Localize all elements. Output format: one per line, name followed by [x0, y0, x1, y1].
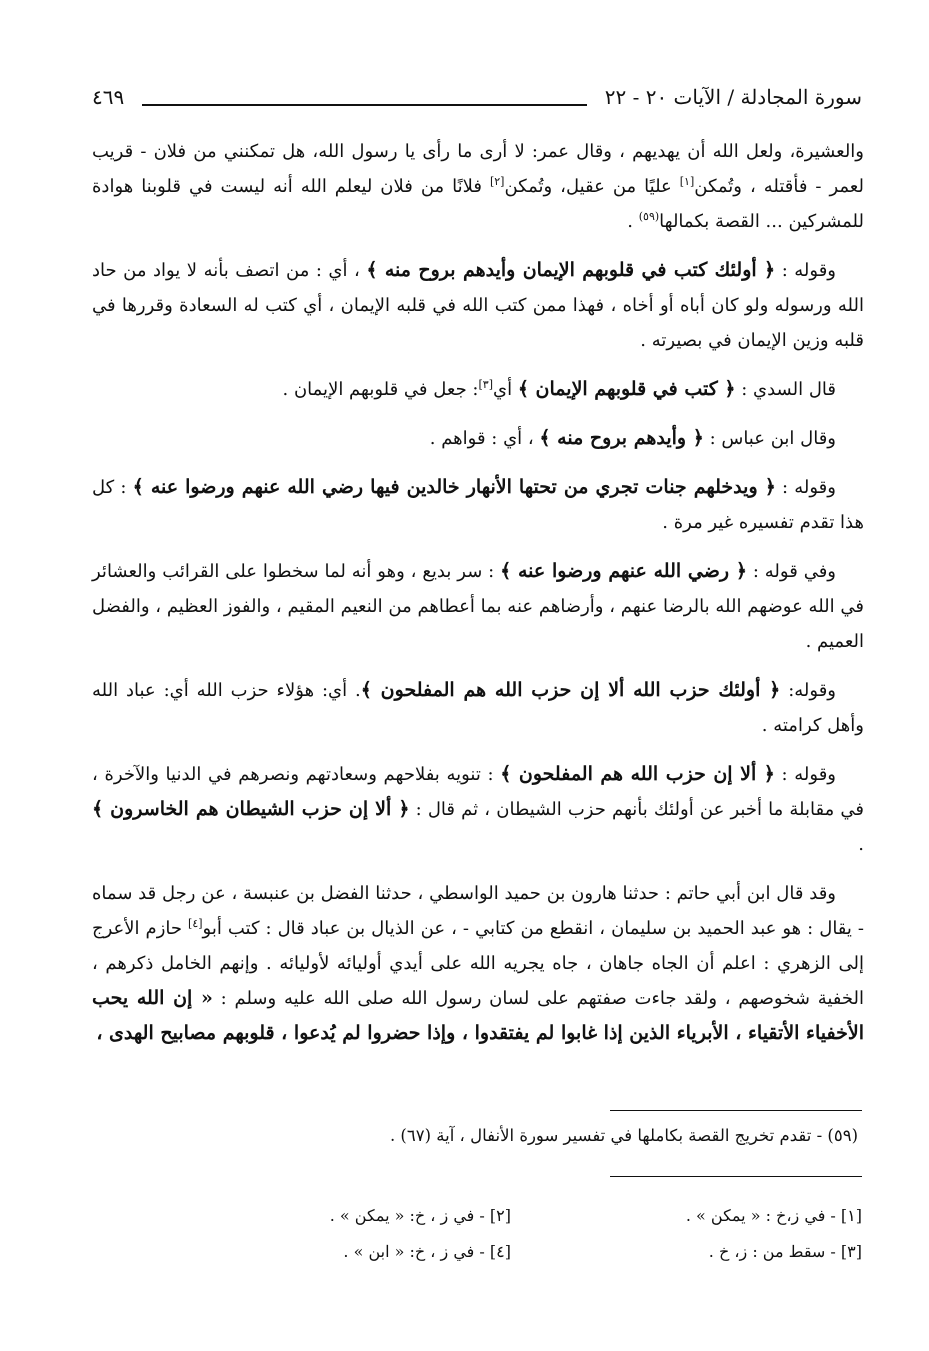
footnote-rule	[610, 1110, 862, 1111]
main-text	[92, 134, 864, 1065]
paragraph	[92, 421, 864, 456]
paragraph	[92, 253, 864, 358]
text-run: ، أي : قواهم .	[429, 428, 540, 449]
page-number: ٤٦٩	[92, 85, 125, 109]
text-run: وقوله :	[774, 764, 836, 785]
text-run: وقال ابن عباس :	[703, 428, 836, 449]
text-run: : سر بديع ، وهو أنه لما سخطوا على القرائب والعشائر في الله عوضهم الله بالرضا عنهم ، وأرضاهم عنه بما أعطاهم من النعيم المقيم ، والفوز العظيم ، والفضل العميم .	[92, 561, 864, 652]
paragraph	[92, 134, 864, 239]
text-run: .	[627, 211, 639, 232]
variant-note-2: [٢] - في ز ، خ: « يمكن » .	[329, 1206, 511, 1225]
quran-quote: ﴿ ويدخلهم جنات تجري من تحتها الأنهار خالدين فيها رضي الله عنهم ورضوا عنه ﴾	[132, 476, 776, 498]
surah-title: سورة المجادلة / الآيات ٢٠ - ٢٢	[604, 85, 862, 109]
variant-note-3: [٣] - سقط من : ز، خ .	[708, 1242, 862, 1261]
variant-notes-rule	[610, 1176, 862, 1177]
paragraph	[92, 470, 864, 540]
text-run: : كل هذا تقدم تفسيره غير مرة .	[92, 477, 864, 533]
text-run: أي	[493, 379, 518, 400]
text-run: وقد قال ابن أبي حاتم : حدثنا هارون بن حميد الواسطي ، حدثنا الفضل بن عنبسة ، عن رجل قد سماه - يقال : هو عبد الحميد بن سليمان ، انقطع من كتابي - ، عن الذيال بن عباد قال : كتب أبو	[92, 883, 864, 939]
text-run: : تنويه بفلاحهم وسعادتهم ونصرهم في الدنيا والآخرة ، في مقابلة ما أخبر عن أولئك بأنهم حزب الشيطان ، ثم قال :	[92, 764, 864, 820]
quran-quote: ﴿ كتب في قلوبهم الإيمان ﴾	[517, 378, 736, 400]
footnote-marker: [٣]	[478, 378, 493, 391]
paragraph	[92, 876, 864, 1051]
variant-notes	[200, 1198, 862, 1270]
text-run: عليًا من عقيل، وتُمكن	[504, 176, 680, 197]
footnote-marker: (٥٩)	[638, 210, 660, 223]
paragraph	[92, 554, 864, 659]
text-run: والعشيرة، ولعل الله أن يهديهم ، وقال عمر: لا أرى ما رأى يا رسول الله، هل تمكنني من فلان - قريب لعمر - فأقتله ، وتُمكن	[92, 141, 864, 197]
text-run: وقوله:	[780, 680, 836, 701]
paragraph	[92, 673, 864, 743]
footnote-59: (٥٩) - تقدم تخريج القصة بكاملها في تفسير سورة الأنفال ، آية (٦٧) .	[389, 1126, 858, 1145]
quran-quote: « إن الله يحب الأخفياء الأتقياء ، الأبرياء الذين إذا غابوا لم يفتقدوا ، وإذا حضروا لم يُدعوا ، قلوبهم مصابيح الهدى ،	[92, 987, 864, 1044]
running-header	[92, 80, 862, 114]
header-rule	[142, 104, 587, 106]
footnote-marker: [١]	[679, 175, 695, 188]
variant-note-4: [٤] - في ز ، خ: « ابن » .	[343, 1242, 511, 1261]
text-run: فلانًا من فلان ليعلم الله أنه ليست في قلوبنا هوادة للمشركين ... القصة بكمالها	[92, 176, 864, 232]
text-run: وفي قوله :	[746, 561, 836, 582]
text-run: قال السدي :	[735, 379, 836, 400]
text-run: حازم الأعرج إلى الزهري : اعلم أن الجاه جاهان ، جاه يجريه الله على أيدي أوليائه لأوليائه . وإنهم الخامل ذكرهم ، الخفية شخوصهم ، ولقد جاءت صفتهم على لسان رسول الله صلى الله عليه وسلم :	[92, 918, 864, 1009]
text-run: وقوله :	[775, 260, 836, 281]
quran-quote: ﴿ أولئك حزب الله ألا إن حزب الله هم المفلحون ﴾	[360, 679, 781, 701]
footnote-marker: [٤]	[188, 917, 203, 930]
paragraph	[92, 372, 864, 407]
text-run: . أي: هؤلاء حزب الله أي: عباد الله وأهل كرامته .	[92, 680, 864, 736]
footnote-marker: [٢]	[489, 175, 505, 188]
quran-quote: ﴿ أولئك كتب في قلوبهم الإيمان وأيدهم بروح منه ﴾	[366, 259, 776, 281]
text-run: .	[858, 834, 864, 855]
quran-quote: ﴿ وأيدهم بروح منه ﴾	[539, 427, 704, 449]
variant-note-1: [١] - في ز،خ : « يمكن » .	[685, 1206, 862, 1225]
quran-quote: ﴿ ألا إن حزب الشيطان هم الخاسرون ﴾	[92, 798, 410, 820]
text-run: ، أي : من اتصف بأنه لا يواد من حاد الله ورسوله ولو كان أباه أو أخاه ، فهذا ممن كتب الله في قلبه الإيمان ، أي كتب له السعادة وقررها في قلبه وزين الإيمان في بصيرته .	[92, 260, 864, 351]
text-run: وقوله :	[775, 477, 836, 498]
paragraph	[92, 757, 864, 862]
quran-quote: ﴿ ألا إن حزب الله هم المفلحون ﴾	[500, 763, 775, 785]
text-run: : جعل في قلوبهم الإيمان .	[282, 379, 479, 400]
quran-quote: ﴿ رضي الله عنهم ورضوا عنه ﴾	[500, 560, 747, 582]
